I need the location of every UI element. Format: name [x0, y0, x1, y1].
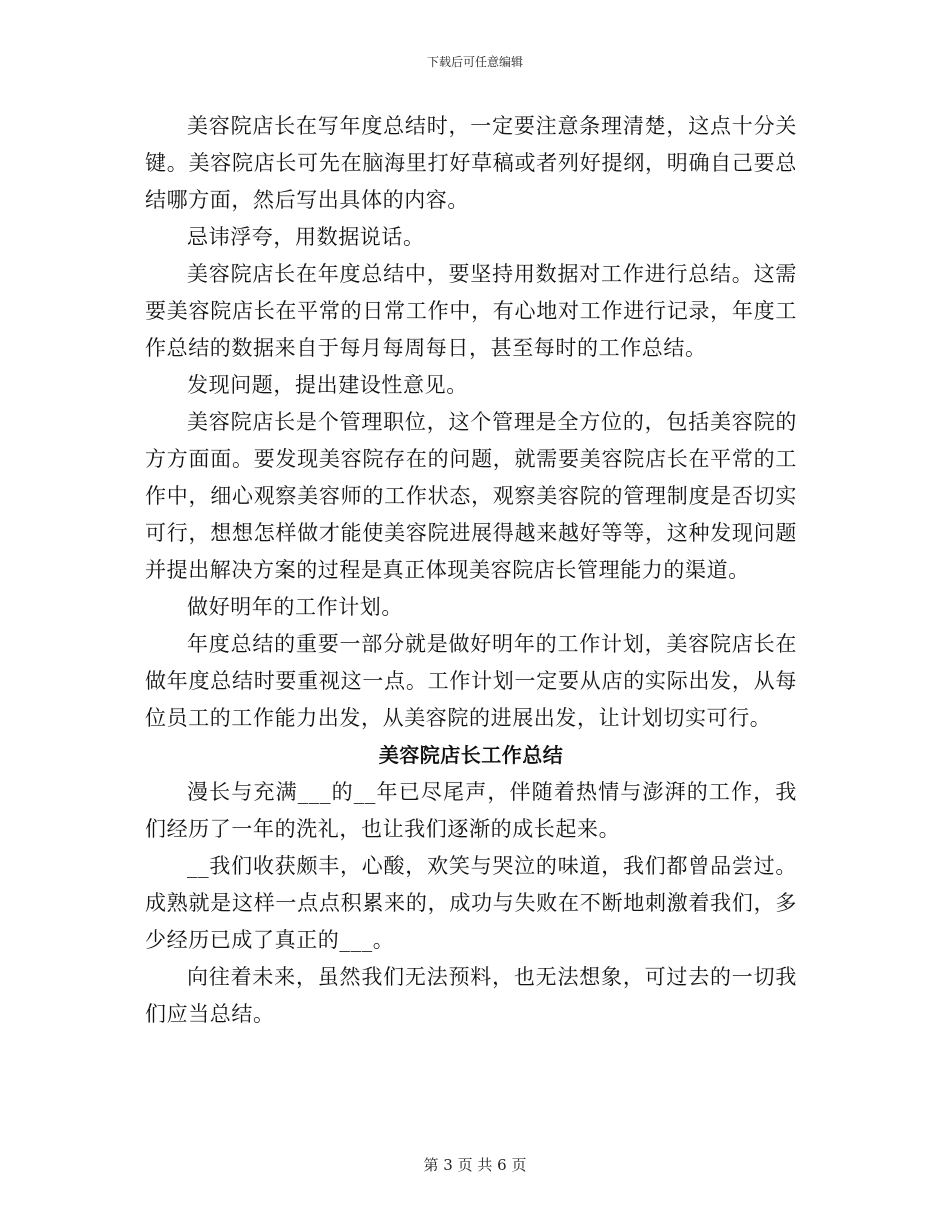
- paragraph: __我们收获颇丰，心酸，欢笑与哭泣的味道，我们都曾品尝过。成熟就是这样一点点积累来的，成功与失败在不断地刺激着我们，多少经历已成了真正的___。: [145, 854, 797, 952]
- page-number: 第 3 页 共 6 页: [423, 1156, 527, 1174]
- paragraph: 向往着未来，虽然我们无法预料，也无法想象，可过去的一切我们应当总结。: [145, 965, 797, 1026]
- paragraph-heading: 发现问题，提出建设性意见。: [187, 373, 468, 397]
- paragraph: 漫长与充满___的__年已尽尾声，伴随着热情与澎湃的工作，我们经历了一年的洗礼，也让我们逐渐的成长起来。: [145, 780, 797, 841]
- section-title: 美容院店长工作总结: [378, 743, 564, 767]
- paragraph-heading: 忌讳浮夸，用数据说话。: [187, 225, 425, 249]
- paragraph: 美容院店长在写年度总结时，一定要注意条理清楚，这点十分关键。美容院店长可先在脑海里打好草稿或者列好提纲，明确自己要总结哪方面，然后写出具体的内容。: [145, 114, 797, 212]
- paragraph-heading: 做好明年的工作计划。: [187, 595, 403, 619]
- paragraph: 美容院店长在年度总结中，要坚持用数据对工作进行总结。这需要美容院店长在平常的日常工作中，有心地对工作进行记录，年度工作总结的数据来自于每月每周每日，甚至每时的工作总结。: [145, 262, 797, 360]
- page-header: 下载后可任意编辑: [426, 55, 523, 69]
- paragraph: 美容院店长是个管理职位，这个管理是全方位的，包括美容院的方方面面。要发现美容院存在的问题，就需要美容院店长在平常的工作中，细心观察美容师的工作状态，观察美容院的管理制度是否切实可行，想想怎样做才能使美容院进展得越来越好等等，这种发现问题并提出解决方案的过程是真正体现美容院店长管理能力的渠道。: [145, 410, 797, 582]
- paragraph: 年度总结的重要一部分就是做好明年的工作计划，美容院店长在做年度总结时要重视这一点。工作计划一定要从店的实际出发，从每位员工的工作能力出发，从美容院的进展出发，让计划切实可行。: [145, 632, 797, 730]
- document-body: [145, 108, 797, 1033]
